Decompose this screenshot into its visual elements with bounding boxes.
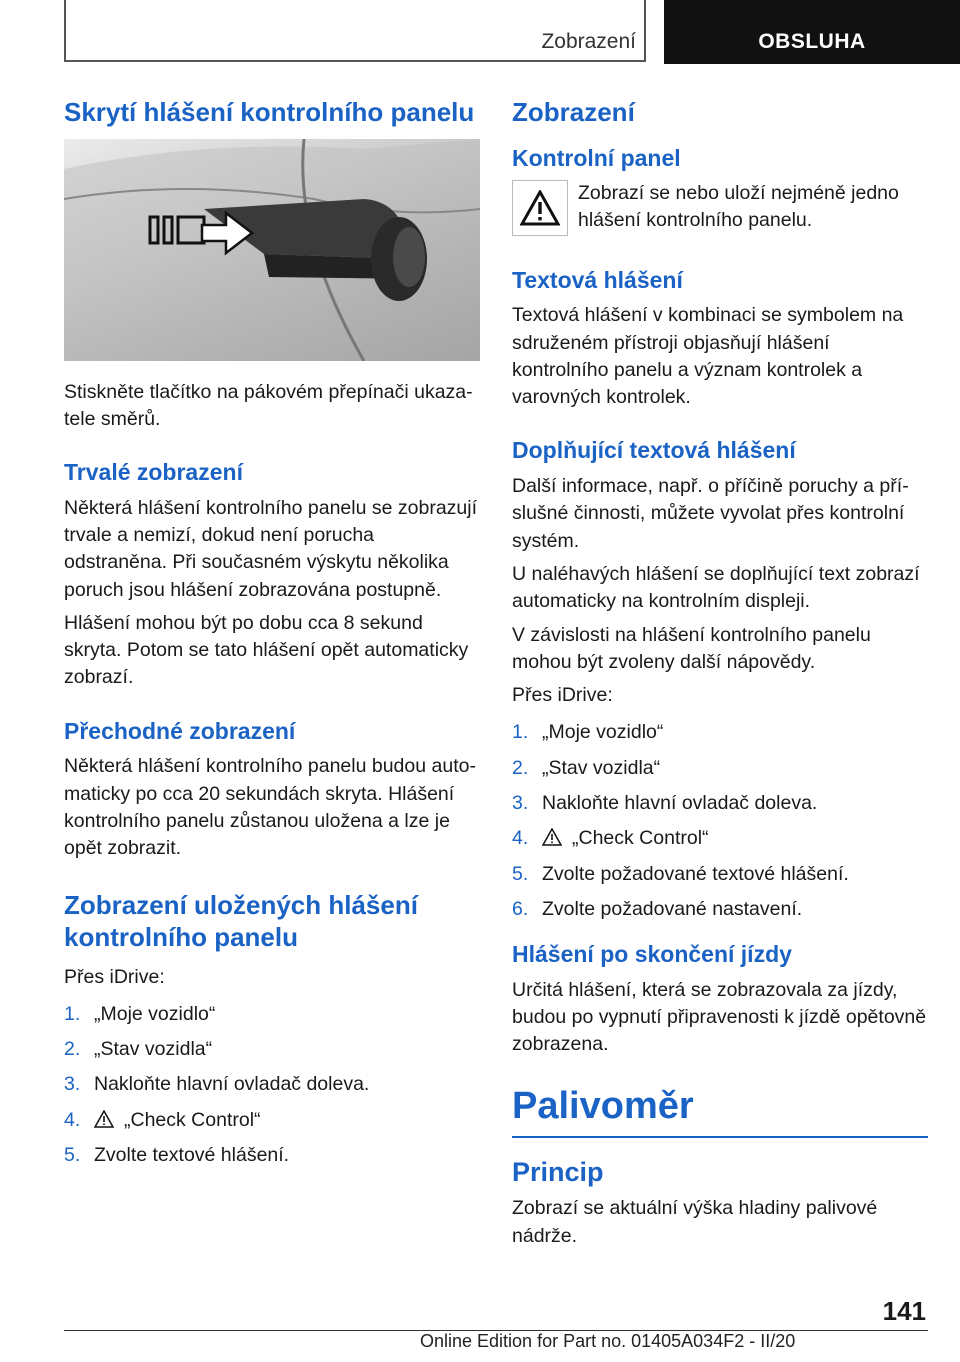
paragraph: Určitá hlášení, která se zobrazovala za jízdy, budou po vypnutí připravenosti k jízdě opětovně zobrazena. — [512, 978, 927, 1056]
paragraph: V závislosti na hlášení kontrolního panelu mohou být zvoleny další nápovědy. — [512, 623, 871, 673]
steps-list — [64, 1001, 480, 1169]
paragraph: U naléhavých hlášení se doplňující text zobrazí automaticky na kontrolním displeji. — [512, 562, 920, 613]
list-item: 3. Nakloňte hlavní ovladač doleva. — [64, 1073, 370, 1096]
heading-principle: Princip — [512, 1156, 604, 1187]
heading-temporary-display: Přechodné zobrazení — [64, 717, 296, 744]
paragraph: Další informace, např. o příčině poruchy a příslušné činnosti, můžete vyvolat přes kontrolní systém. — [512, 475, 909, 552]
paragraph: Přes iDrive: — [64, 965, 165, 988]
list-item: 5. Zvolte textové hlášení. — [64, 1144, 290, 1167]
list-item: 5. Zvolte požadované textové hlášení. — [512, 862, 849, 885]
warning-triangle-icon — [520, 190, 560, 226]
footer-edition-text: Online Edition for Part no. 01405A034F2 - II/20 — [420, 1331, 796, 1351]
image-caption: Stiskněte tlačítko na pákovém přepínači ukazatele směrů. — [64, 380, 473, 430]
heading-text-messages: Textová hlášení — [512, 266, 683, 293]
header-chapter-tab: OBSLUHA — [664, 0, 960, 64]
warning-symbol-box — [512, 180, 568, 236]
section-title-display: Zobrazení — [512, 97, 635, 127]
lever-illustration — [64, 139, 480, 361]
list-item: 1. „Moje vozidlo“ — [64, 1002, 216, 1025]
steps-list — [512, 719, 928, 923]
page-number: 141 — [882, 1296, 926, 1326]
paragraph: Zobrazí se aktuální výška hladiny palivové nádrže. — [512, 1197, 878, 1247]
heading-stored-messages: Zobrazení uložených hlášení kontrolního panelu — [64, 889, 418, 953]
paragraph: Přes iDrive: — [512, 684, 613, 707]
right-column — [512, 96, 928, 1256]
list-item: 2. „Stav vozidla“ — [64, 1038, 213, 1061]
warning-triangle-icon — [94, 1110, 114, 1128]
list-item: 2. „Stav vozidla“ — [512, 756, 661, 779]
turn-signal-lever-image — [64, 139, 480, 361]
heading-permanent-display: Trvalé zobrazení — [64, 459, 243, 486]
paragraph: Hlášení mohou být po dobu cca 8 sekund skryta. Potom se tato hlášení opět automaticky zobrazí. — [64, 611, 469, 689]
heading-control-panel: Kontrolní panel — [512, 144, 681, 171]
warning-triangle-icon — [542, 828, 562, 846]
list-item: 6. Zvolte požadované nastavení. — [512, 897, 803, 920]
header-section-title: Zobrazení — [541, 30, 636, 53]
heading-after-drive-messages: Hlášení po skončení jízdy — [512, 941, 792, 968]
list-item: 3. Nakloňte hlavní ovladač doleva. — [512, 792, 818, 815]
chapter-title-fuel-gauge: Palivoměr — [512, 1084, 694, 1127]
heading-supplementary-messages: Doplňující textová hlášení — [512, 437, 796, 464]
left-column — [64, 96, 480, 1177]
paragraph: Některá hlášení kontrolního panelu budou automaticky po cca 20 sekundách skryta. Hlášení kontrolního panelu zůstanou uložena a lze je opět zobrazit. — [64, 755, 476, 860]
paragraph: Textová hlášení v kombinaci se symbolem na sdruženém přístroji objasňují hlášení kontrolního panelu a význam kontrolek a varovných kontrolek. — [512, 304, 904, 409]
control-panel-note — [512, 180, 928, 241]
paragraph: Zobrazí se nebo uloží nejméně jedno hlášení kontrolního panelu. — [578, 182, 899, 232]
list-item: 4. „Check Control“ — [64, 1108, 261, 1131]
list-item: 4. „Check Control“ — [512, 827, 709, 850]
list-item: 1. „Moje vozidlo“ — [512, 721, 664, 744]
title-rule — [512, 1136, 928, 1138]
section-title-hide-messages: Skrytí hlášení kontrolního panelu — [64, 97, 475, 127]
paragraph: Některá hlášení kontrolního panelu se zobrazují trvale a nemizí, dokud není porucha odstraněna. Při současném výskytu několika poruch jsou hlášení zobrazována postupně. — [64, 496, 478, 601]
